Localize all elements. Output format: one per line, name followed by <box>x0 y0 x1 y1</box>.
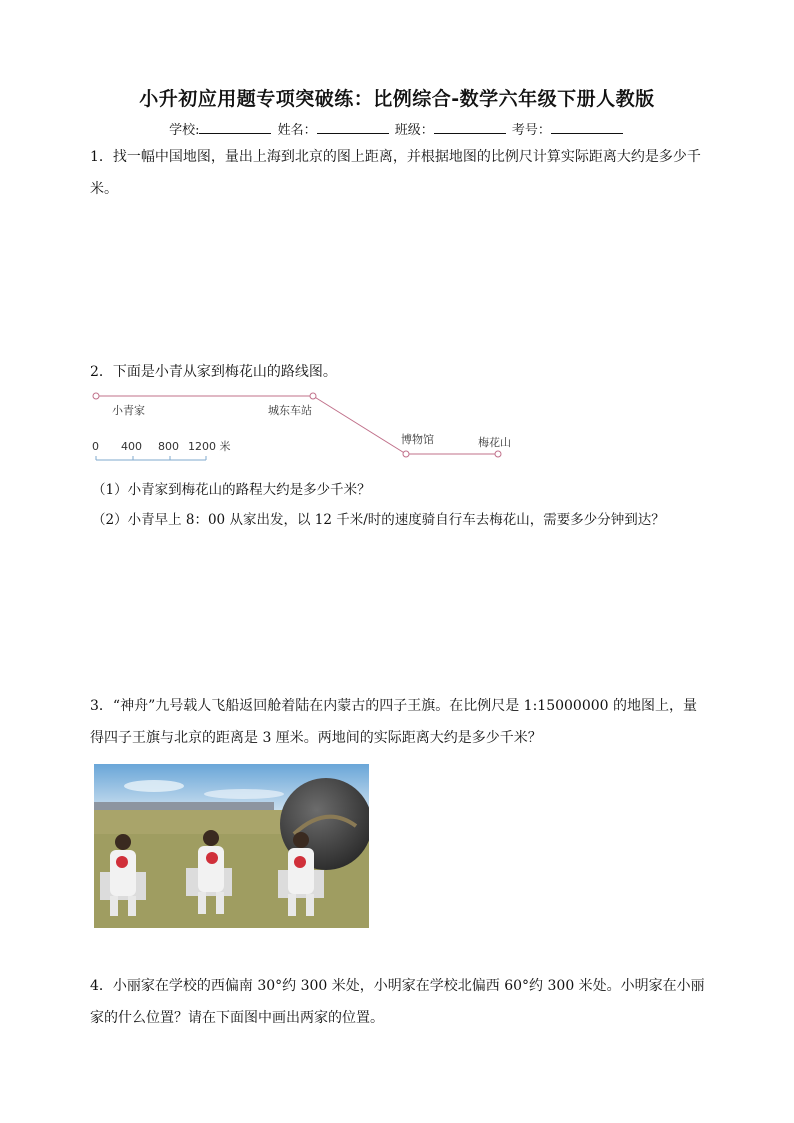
route-map <box>88 388 528 468</box>
scale-tick-1200: 1200 米 <box>188 440 231 453</box>
station-point <box>310 393 316 399</box>
school-label: 学校: <box>169 123 200 138</box>
landing-photo <box>94 764 369 928</box>
question-2-part-2: （2）小青早上 8：00 从家出发，以 12 千米/时的速度骑自行车去梅花山，需要多少分钟到达？ <box>92 512 665 528</box>
name-blank[interactable] <box>317 121 389 134</box>
scale-tick-0: 0 <box>92 440 99 453</box>
question-3: 3．“神舟”九号载人飞船返回舱着陆在内蒙古的四子王旗。在比例尺是 1:15000000 的地图上，量得四子王旗与北京的距离是 3 厘米。两地间的实际距离大约是多少千米？ <box>90 698 698 746</box>
exam-no-blank[interactable] <box>551 121 623 134</box>
home-point <box>93 393 99 399</box>
school-blank[interactable] <box>199 121 271 134</box>
scale-tick-400: 400 <box>121 440 142 453</box>
question-2: 2．下面是小青从家到梅花山的路线图。 <box>90 364 337 380</box>
scale-bar <box>92 439 231 460</box>
scale-tick-800: 800 <box>158 440 179 453</box>
name-label: 姓名： <box>277 123 317 138</box>
student-info-line <box>0 119 794 138</box>
question-4: 4．小丽家在学校的西偏南 30°约 300 米处，小明家在学校北偏西 60°约 300 米处。小明家在小丽家的什么位置？请在下面图中画出两家的位置。 <box>90 978 705 1026</box>
question-2-part-1: （1）小青家到梅花山的路程大约是多少千米？ <box>92 482 371 498</box>
mountain-point <box>495 451 501 457</box>
station-label: 城东车站 <box>268 404 312 417</box>
museum-label: 博物馆 <box>401 433 434 446</box>
class-label: 班级： <box>394 123 434 138</box>
question-1: 1．找一幅中国地图，量出上海到北京的图上距离，并根据地图的比例尺计算实际距离大约是多少千米。 <box>90 149 701 197</box>
home-label: 小青家 <box>112 404 145 417</box>
route-segment-2 <box>313 396 406 454</box>
exam-no-label: 考号： <box>511 123 551 138</box>
worksheet-title: 小升初应用题专项突破练：比例综合-数学六年级下册人教版 <box>139 88 655 110</box>
mountain-label: 梅花山 <box>478 436 511 449</box>
museum-point <box>403 451 409 457</box>
class-blank[interactable] <box>434 121 506 134</box>
